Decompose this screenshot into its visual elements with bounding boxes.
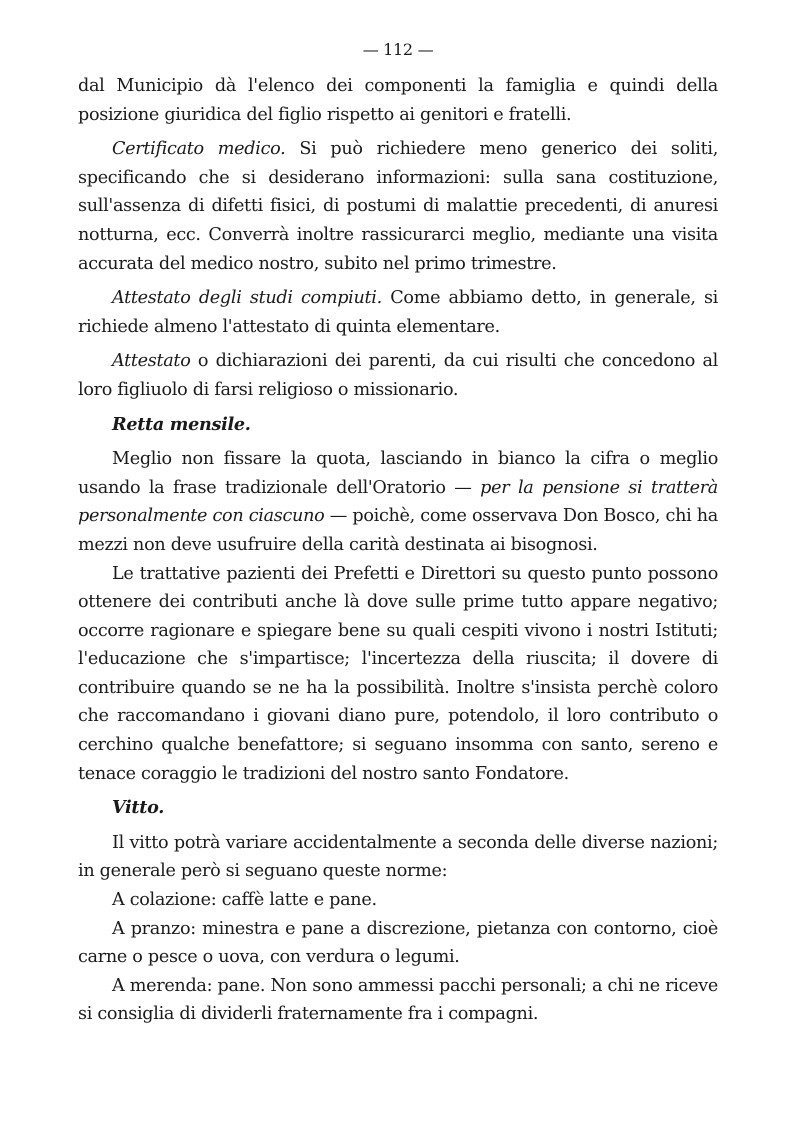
paragraph-text: A merenda: pane. Non sono ammessi pacchi personali; a chi ne riceve si consiglia di dividerli fraternamente fra i compagni. [78,975,718,1025]
paragraph-text: Come abbiamo detto, in generale, si richiede almeno l'attestato di quinta elementare. [78,288,719,337]
page-number: — 112 — [362,40,434,59]
inline-heading-attestato-studi: Attestato degli studi compiuti. [112,288,382,309]
paragraph-text: o dichiarazioni dei parenti, da cui risulti che concedono al loro figliuolo di farsi religioso o missionario. [78,351,718,400]
paragraph-colazione [78,886,718,915]
paragraph-text: Meglio non fissare la quota, lasciando in bianco la cifra o meglio usando la frase tradizionale dell'Oratorio — [78,449,718,498]
paragraph-text: A colazione: caffè latte e pane. [112,890,377,911]
paragraph-municipio [78,72,718,129]
paragraph-merenda [78,972,718,1029]
section-heading-vitto: Vitto. [112,797,165,819]
paragraph-text: Il vitto potrà variare accidentalmente a seconda delle diverse nazioni; in generale però si seguano queste norme: [78,832,718,882]
emphasized-phrase: per la pensione si tratterà personalmente con ciascuno [78,477,718,527]
paragraph-pranzo [78,915,718,972]
inline-heading-attestato: Attestato [112,351,191,372]
paragraph-text: Si può richiedere meno generico dei soliti, specificando che si desiderano informazioni: sulla sana costituzione, sull'assenza di difetti fisici, di postumi di malattie precedenti, di anuresi notturna, ecc. Converrà inoltre rassicurarci meglio, mediante una visita accurata del medico nostro, subito nel primo trimestre. [78,139,718,274]
section-heading-retta-mensile: Retta mensile. [112,413,251,435]
paragraph-text: — poichè, come osservava Don Bosco, chi ha mezzi non deve usufruire della carità destinata ai bisognosi. [78,506,718,555]
paragraph-vitto [78,829,718,886]
paragraph-text: dal Municipio dà l'elenco dei componenti la famiglia e quindi della posizione giuridica del figlio rispetto ai genitori e fratelli. [78,76,718,125]
paragraph-trattative [78,560,718,789]
inline-heading-certificato-medico: Certificato medico. [112,139,286,160]
paragraph-text: Le trattative pazienti dei Prefetti e Direttori su questo punto possono ottenere dei contributi anche là dove sulle prime tutto appare negativo; occorre ragionare e spiegare bene su quali cespiti vivono i nostri Istituti; l'educazione che s'impartisce; l'incertezza della riuscita; il dovere di contribuire quando se ne ha la possibilità. Inoltre s'insista perchè coloro che raccomandano i giovani diano pure, potendolo, il loro contributo o cerchino qualche benefattore; si seguano insomma con santo, sereno e tenace coraggio le tradizioni del nostro santo Fondatore. [78,563,718,784]
paragraph-attestato-studi [78,284,718,341]
paragraph-certificato-medico [78,135,718,278]
paragraph-attestato-parenti [78,347,718,404]
paragraph-text: A pranzo: minestra e pane a discrezione, pietanza con contorno, cioè carne o pesce o uova, con verdura o legumi. [78,918,718,968]
document-page [78,30,718,1029]
paragraph-quota [78,445,718,559]
